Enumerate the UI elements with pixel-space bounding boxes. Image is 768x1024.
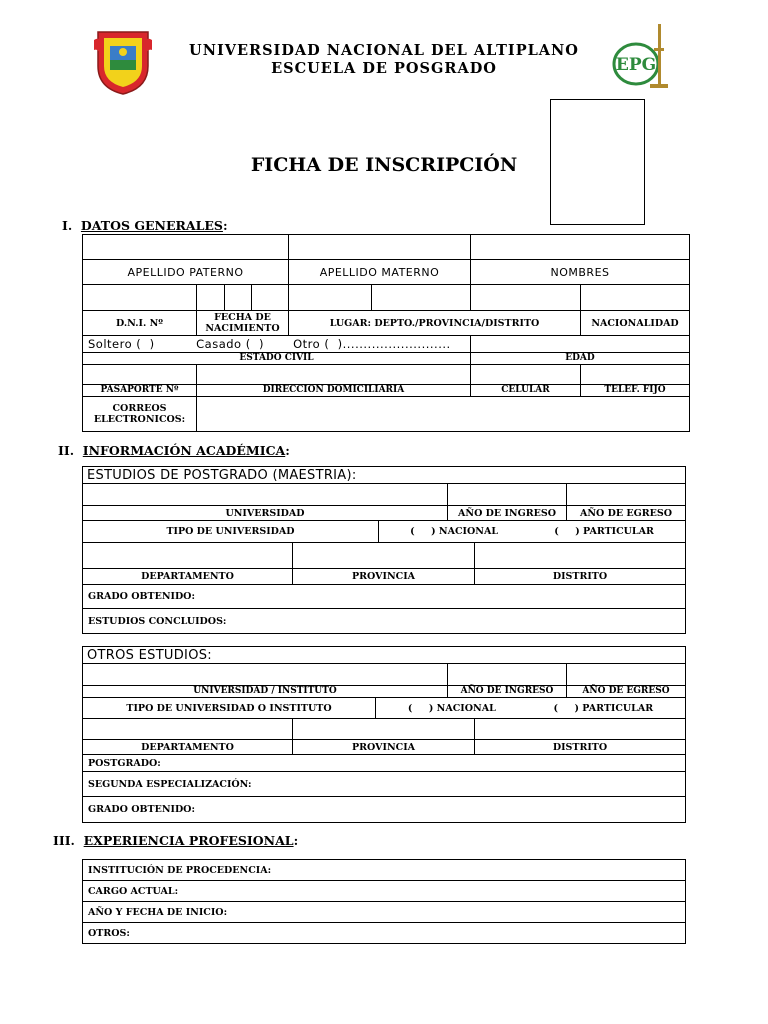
section-experiencia-profesional: III. EXPERIENCIA PROFESIONAL:	[53, 833, 299, 848]
label-apellido-paterno: APELLIDO PATERNO	[82, 259, 289, 285]
section-title: EXPERIENCIA PROFESIONAL	[83, 833, 294, 848]
label-provincia: PROVINCIA	[292, 739, 475, 755]
label-nacionalidad: NACIONALIDAD	[580, 310, 690, 336]
label-anio-ingreso: AÑO DE INGRESO	[447, 685, 567, 698]
label-tipo-instituto: TIPO DE UNIVERSIDAD O INSTITUTO	[82, 697, 376, 719]
otros-segunda-especializacion-field[interactable]: SEGUNDA ESPECIALIZACIÓN:	[82, 771, 686, 797]
label-telefono: TELEF. FIJO	[580, 384, 690, 397]
label-apellido-materno: APELLIDO MATERNO	[288, 259, 471, 285]
option-particular[interactable]: ( ) PARTICULAR	[553, 702, 654, 714]
section-title: DATOS GENERALES	[80, 218, 223, 233]
label-tipo-universidad: TIPO DE UNIVERSIDAD	[82, 520, 379, 543]
section-number: I.	[62, 218, 73, 233]
telefono-field[interactable]	[580, 364, 690, 385]
section-datos-generales: I. DATOS GENERALES:	[62, 218, 228, 233]
anio-inicio-field[interactable]: AÑO Y FECHA DE INICIO:	[82, 901, 686, 923]
celular-field[interactable]	[470, 364, 581, 385]
option-nacional[interactable]: ( ) NACIONAL	[407, 702, 496, 714]
option-particular[interactable]: ( ) PARTICULAR	[554, 526, 654, 537]
label-estado-civil: ESTADO CIVIL	[82, 352, 471, 365]
otros-universidad-field[interactable]	[82, 663, 448, 686]
label-correos: CORREOS ELECTRONICOS:	[82, 396, 197, 432]
school-name: ESCUELA DE POSGRADO	[271, 60, 497, 77]
tipo-universidad-options	[378, 520, 686, 543]
label-lugar: LUGAR: DEPTO./PROVINCIA/DISTRITO	[288, 310, 581, 336]
label-universidad-instituto: UNIVERSIDAD / INSTITUTO	[82, 685, 448, 698]
option-nacional[interactable]: ( ) NACIONAL	[410, 526, 498, 537]
fecha-dia-field[interactable]	[196, 284, 225, 311]
label-dni: D.N.I. Nº	[82, 310, 197, 336]
label-anio-egreso: AÑO DE EGRESO	[566, 685, 686, 698]
institucion-field[interactable]: INSTITUCIÓN DE PROCEDENCIA:	[82, 859, 686, 881]
maestria-anio-ingreso-field[interactable]	[447, 483, 567, 506]
direccion-field[interactable]	[196, 364, 471, 385]
university-name: UNIVERSIDAD NACIONAL DEL ALTIPLANO	[189, 42, 579, 59]
section-number: II.	[58, 443, 75, 458]
label-pasaporte: PASAPORTE Nº	[82, 384, 197, 397]
apellido-materno-field[interactable]	[288, 234, 471, 260]
section-title: INFORMACIÓN ACADÉMICA	[82, 443, 286, 458]
lugar-depto-field[interactable]	[288, 284, 372, 311]
maestria-universidad-field[interactable]	[82, 483, 448, 506]
otros-provincia-field[interactable]	[292, 718, 475, 740]
maestria-distrito-field[interactable]	[474, 542, 686, 569]
label-distrito: DISTRITO	[474, 568, 686, 585]
dni-field[interactable]	[82, 284, 197, 311]
estado-civil-options[interactable]: Soltero ( ) Casado ( ) Otro ( )..........................	[82, 335, 471, 353]
otros-anio-egreso-field[interactable]	[566, 663, 686, 686]
label-celular: CELULAR	[470, 384, 581, 397]
nombres-field[interactable]	[470, 234, 690, 260]
nacionalidad-field[interactable]	[580, 284, 690, 311]
label-anio-ingreso: AÑO DE INGRESO	[447, 505, 567, 521]
apellido-paterno-field[interactable]	[82, 234, 289, 260]
label-fecha-nacimiento: FECHA DE NACIMIENTO	[196, 310, 289, 336]
otros-heading: OTROS ESTUDIOS:	[82, 646, 686, 664]
fecha-anio-field[interactable]	[251, 284, 289, 311]
otros-grado-field[interactable]: GRADO OBTENIDO:	[82, 796, 686, 823]
label-departamento: DEPARTAMENTO	[82, 568, 293, 585]
tipo-instituto-options	[375, 697, 686, 719]
label-distrito: DISTRITO	[474, 739, 686, 755]
section-number: III.	[53, 833, 75, 848]
lugar-distrito-field[interactable]	[470, 284, 581, 311]
pasaporte-field[interactable]	[82, 364, 197, 385]
maestria-anio-egreso-field[interactable]	[566, 483, 686, 506]
otros-anio-ingreso-field[interactable]	[447, 663, 567, 686]
label-departamento: DEPARTAMENTO	[82, 739, 293, 755]
label-direccion: DIRECCION DOMICILIARIA	[196, 384, 471, 397]
page-title: FICHA DE INSCRIPCIÓN	[250, 154, 518, 176]
otros-postgrado-field[interactable]: POSTGRADO:	[82, 754, 686, 772]
label-universidad: UNIVERSIDAD	[82, 505, 448, 521]
label-provincia: PROVINCIA	[292, 568, 475, 585]
label-nombres: NOMBRES	[470, 259, 690, 285]
otros-departamento-field[interactable]	[82, 718, 293, 740]
section-informacion-academica: II. INFORMACIÓN ACADÉMICA:	[58, 443, 290, 458]
label-edad: EDAD	[470, 352, 690, 365]
epg-logo-text: EPG	[615, 55, 657, 75]
cargo-field[interactable]: CARGO ACTUAL:	[82, 880, 686, 902]
otros-experiencia-field[interactable]: OTROS:	[82, 922, 686, 944]
correos-field[interactable]	[196, 396, 690, 432]
otros-distrito-field[interactable]	[474, 718, 686, 740]
maestria-provincia-field[interactable]	[292, 542, 475, 569]
maestria-departamento-field[interactable]	[82, 542, 293, 569]
label-anio-egreso: AÑO DE EGRESO	[566, 505, 686, 521]
edad-field[interactable]	[470, 335, 690, 353]
maestria-heading: ESTUDIOS DE POSTGRADO (MAESTRIA):	[82, 466, 686, 484]
maestria-concluidos-field[interactable]: ESTUDIOS CONCLUIDOS:	[82, 608, 686, 634]
maestria-grado-field[interactable]: GRADO OBTENIDO:	[82, 584, 686, 609]
lugar-provincia-field[interactable]	[371, 284, 471, 311]
fecha-mes-field[interactable]	[224, 284, 252, 311]
